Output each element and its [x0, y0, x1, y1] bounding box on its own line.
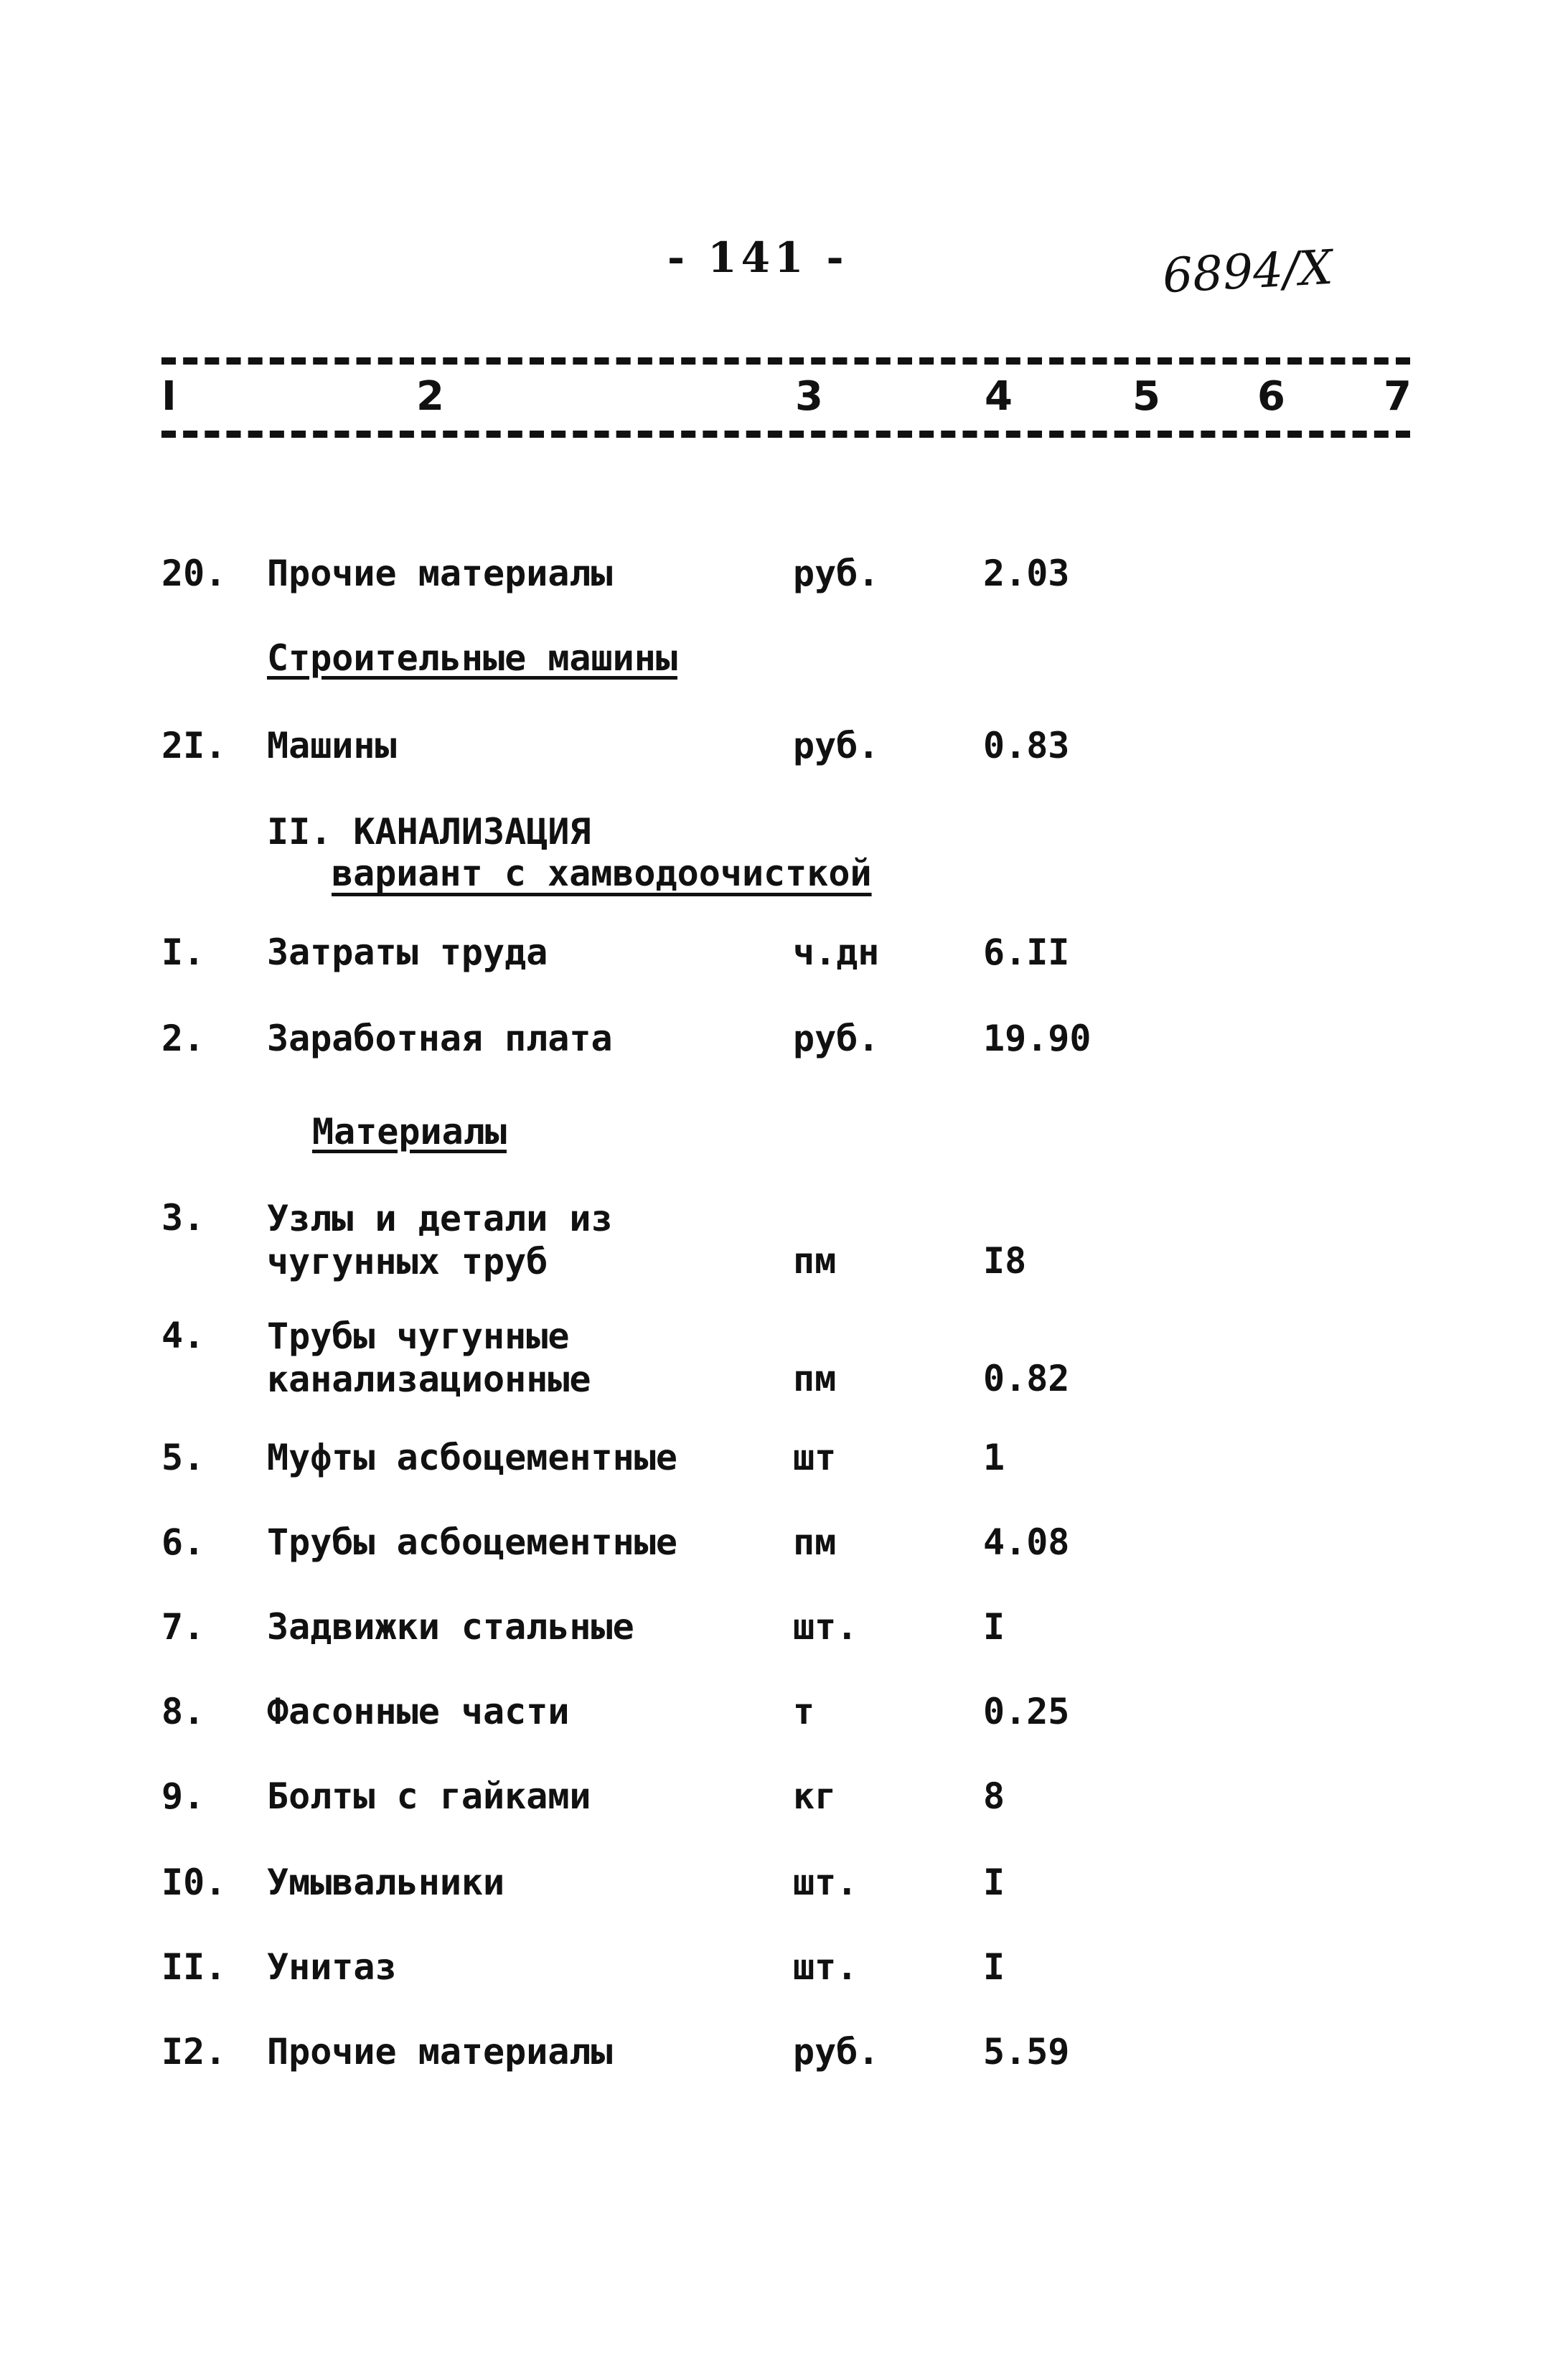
row-value: 4.08	[983, 1521, 1070, 1563]
table-row	[0, 931, 1568, 982]
table-row	[0, 1437, 1568, 1487]
row-value: 6.II	[983, 931, 1070, 973]
row-number: 3.	[161, 1197, 205, 1239]
row-number: II.	[161, 1946, 227, 1988]
page-number: - 141 -	[667, 233, 848, 282]
column-header-5: 5	[1132, 373, 1160, 420]
table-row	[0, 2031, 1568, 2081]
row-unit: шт.	[793, 1606, 858, 1648]
row-name: Прочие материалы	[267, 2031, 613, 2073]
row-value: 1	[983, 1437, 1005, 1478]
column-header-4: 4	[985, 373, 1013, 420]
row-number: I2.	[161, 2031, 227, 2073]
row-name: Трубы асбоцементные	[267, 1521, 677, 1563]
row-value: 8	[983, 1775, 1005, 1817]
row-name: Умывальники	[267, 1862, 505, 1903]
row-value: I	[983, 1862, 1005, 1903]
dashed-rule-top	[161, 357, 1410, 365]
table-row	[0, 1018, 1568, 1068]
row-number: 2I.	[161, 725, 227, 766]
row-value: 19.90	[983, 1018, 1092, 1059]
row-name: Машины	[267, 725, 397, 766]
row-name: Болты с гайками	[267, 1775, 591, 1817]
table-row	[0, 1691, 1568, 1741]
table-row	[0, 1315, 1568, 1401]
section-subtitle: вариант с хамводоочисткой	[332, 853, 872, 894]
row-name: Унитаз	[267, 1946, 397, 1988]
document-code: 6894/X	[1161, 239, 1335, 304]
column-header-7: 7	[1384, 373, 1412, 420]
heading-machines: Строительные машины	[267, 637, 677, 679]
row-value: 2.03	[983, 553, 1070, 594]
row-name: Прочие материалы	[267, 553, 613, 594]
row-name: Фасонные части	[267, 1691, 570, 1732]
section-title-text: II. КАНАЛИЗАЦИЯ	[267, 811, 591, 853]
table-row	[0, 725, 1568, 775]
row-unit: пм	[793, 1521, 837, 1563]
table-row	[0, 1862, 1568, 1912]
column-header-6: 6	[1257, 373, 1285, 420]
section-title	[267, 811, 872, 894]
table-row	[0, 553, 1568, 603]
row-unit: пм	[793, 1240, 837, 1282]
row-name: Узлы и детали из чугунных труб	[267, 1198, 613, 1282]
dashed-rule-bottom	[161, 431, 1410, 438]
row-number: 2.	[161, 1018, 205, 1059]
column-header-1: I	[161, 373, 177, 420]
row-name: Трубы чугунные канализационные	[267, 1315, 591, 1400]
row-unit: руб.	[793, 1018, 880, 1059]
column-header-2: 2	[416, 373, 444, 420]
row-number: I.	[161, 931, 205, 973]
row-number: 4.	[161, 1315, 205, 1356]
row-value: 0.82	[983, 1358, 1070, 1399]
row-unit: руб.	[793, 553, 880, 594]
table-row	[0, 1946, 1568, 1996]
row-number: 9.	[161, 1775, 205, 1817]
row-value: 5.59	[983, 2031, 1070, 2073]
row-value: I8	[983, 1240, 1027, 1282]
column-header-3: 3	[795, 373, 823, 420]
row-name: Муфты асбоцементные	[267, 1437, 677, 1478]
heading-materials: Материалы	[312, 1111, 507, 1153]
row-name: Задвижки стальные	[267, 1606, 634, 1648]
row-unit: шт.	[793, 1946, 858, 1988]
row-unit: ч.дн	[793, 931, 880, 973]
table-row	[0, 1775, 1568, 1826]
row-number: I0.	[161, 1862, 227, 1903]
row-unit: шт	[793, 1437, 837, 1478]
row-number: 7.	[161, 1606, 205, 1648]
row-value: 0.25	[983, 1691, 1070, 1732]
table-row	[0, 1606, 1568, 1656]
row-unit: шт.	[793, 1862, 858, 1903]
row-name: Затраты труда	[267, 931, 548, 973]
row-number: 8.	[161, 1691, 205, 1732]
row-value: 0.83	[983, 725, 1070, 766]
row-value: I	[983, 1946, 1005, 1988]
table-row	[0, 1521, 1568, 1572]
row-unit: пм	[793, 1358, 837, 1399]
row-number: 5.	[161, 1437, 205, 1478]
row-value: I	[983, 1606, 1005, 1648]
row-unit: т	[793, 1691, 815, 1732]
row-unit: руб.	[793, 725, 880, 766]
row-number: 6.	[161, 1521, 205, 1563]
row-name: Заработная плата	[267, 1018, 613, 1059]
row-number: 20.	[161, 553, 227, 594]
table-row	[0, 1197, 1568, 1283]
row-unit: руб.	[793, 2031, 880, 2073]
row-unit: кг	[793, 1775, 837, 1817]
